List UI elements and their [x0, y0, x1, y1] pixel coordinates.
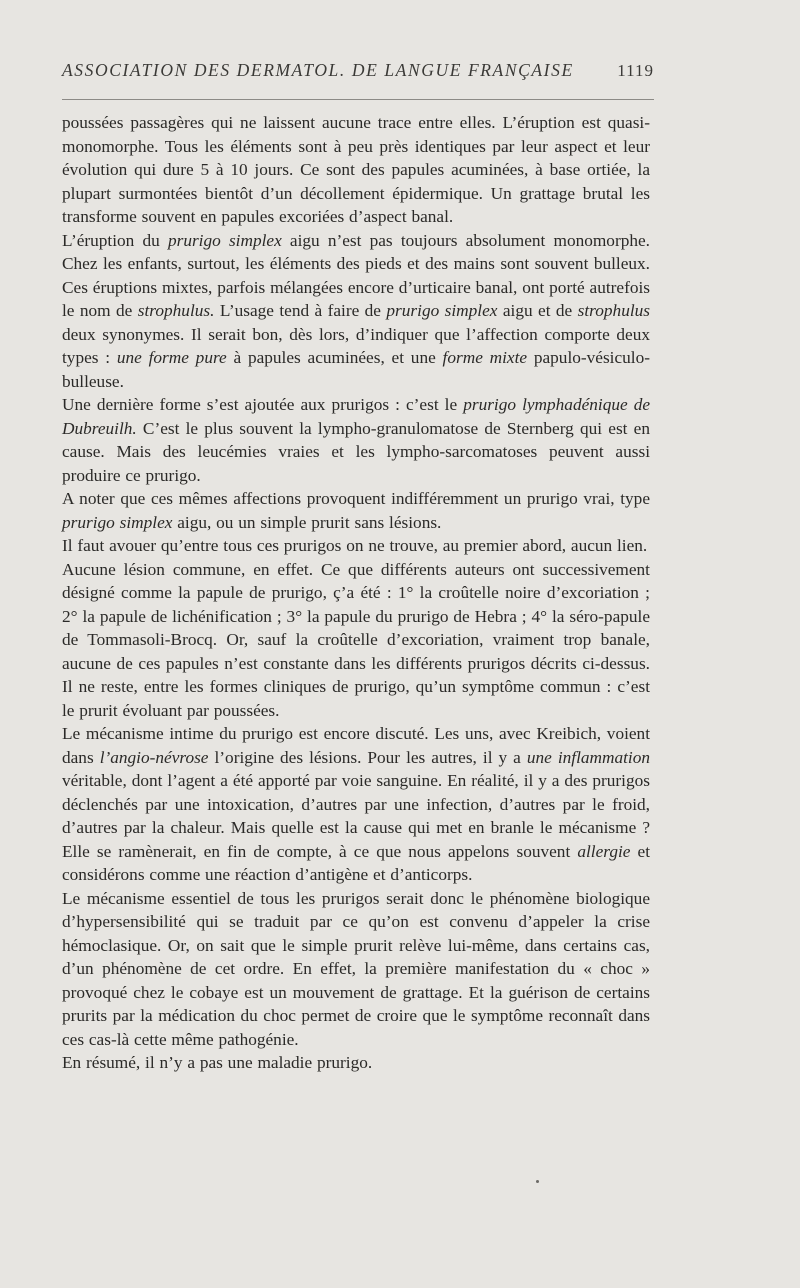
paragraph	[62, 534, 650, 558]
text-run: et considérons comme une réaction d’antigène et d’anticorps.	[62, 841, 650, 884]
text-run: papulo-vésiculo-bulleuse.	[62, 348, 650, 391]
text-run: à papules acuminées, et une	[226, 348, 443, 367]
text-run: deux synonymes. Il serait bon, dès lors, d’indiquer que l’affection comporte deux types :	[62, 324, 650, 367]
body-text	[62, 111, 650, 1075]
text-run: Il faut avouer qu’entre tous ces prurigos on ne trouve, au premier abord, aucun lien.	[62, 536, 648, 555]
paragraph	[62, 887, 650, 1052]
italic-run: prurigo simplex	[62, 512, 173, 532]
page-number: 1119	[617, 61, 654, 80]
text-run: Aucune lésion commune, en effet. Ce que différents auteurs ont successivement désigné comme la papule de prurigo, ç’a été : 1° la croûtelle noire d’excoriation ; 2° la papule de lichénification ; 3° la papule du prurigo de Hebra ; 4° la séro-papule de Tommasoli-Brocq. Or, sauf la croûtelle d’excoriation, vraiment trop banale, aucune de ces papules n’est constante dans les différents prurigos décrits ci-dessus. Il ne reste, entre les formes cliniques de prurigo, qu’un symptôme commun : c’est le prurit évoluant par poussées.	[62, 559, 650, 720]
text-run: Le mécanisme intime du prurigo est encore discuté. Les uns, avec Kreibich, voient dans	[62, 724, 650, 767]
italic-run: allergie	[577, 841, 631, 861]
italic-run: prurigo lymphadénique de Dubreuilh.	[62, 395, 651, 438]
italic-run: strophulus.	[137, 301, 215, 320]
italic-run: l’angio-névrose	[99, 747, 209, 767]
text-run: poussées passagères qui ne laissent aucune trace entre elles. L’éruption est quasi-monomorphe. Tous les éléments sont à peu près identiques par leur aspect et leur évolution qui dure 5 à 10 jours. Ce sont des papules acuminées, à base ortiée, la plupart surmontées bientôt d’un décollement épidermique. Un grattage brutal les transforme souvent en papules excoriées d’aspect banal.	[62, 113, 650, 226]
italic-run: une forme pure	[116, 348, 227, 367]
paragraph	[62, 558, 650, 723]
italic-run: forme mixte	[442, 348, 528, 367]
italic-run: une inflammation	[526, 747, 650, 767]
text-run: L’éruption du	[62, 230, 168, 250]
text-run: l’origine des lésions. Pour les autres, il y a	[208, 747, 527, 767]
paragraph	[62, 487, 650, 534]
text-run: véritable, dont l’agent a été apporté par voie sanguine. En réalité, il y a des prurigos déclenchés par une intoxication, d’autres par une infection, d’autres par le froid, d’autres par la chaleur. Mais quelle est la cause qui met en branle le mécanisme ? Elle se ramènerait, en fin de compte, à ce que nous appelons souvent	[62, 771, 650, 861]
text-run: aigu n’est pas toujours absolument monomorphe. Chez les enfants, surtout, les éléments des pieds et des mains sont souvent bulleux. Ces éruptions mixtes, parfois mélangées encore d’urticaire banal, ont porté autrefois le nom de	[62, 230, 650, 320]
italic-run: strophulus	[577, 301, 650, 320]
paragraph	[62, 229, 650, 394]
italic-run: prurigo simplex	[386, 301, 498, 320]
paragraph	[62, 1051, 650, 1075]
running-title: ASSOCIATION DES DERMATOL. DE LANGUE FRANÇAISE	[62, 60, 574, 80]
running-header	[62, 60, 654, 90]
text-run: En résumé, il n’y a pas une maladie prurigo.	[62, 1053, 373, 1072]
text-run: aigu et de	[497, 301, 578, 320]
text-run: aigu, ou un simple prurit sans lésions.	[172, 512, 442, 532]
paragraph	[62, 722, 650, 887]
text-run: Le mécanisme essentiel de tous les prurigos serait donc le phénomène biologique d’hypersensibilité qui se traduit par ce qu’on est convenu d’appeler la crise hémoclasique. Or, on sait que le simple prurit relève lui-même, dans certains cas, d’un phénomène de cet ordre. En effet, la première manifestation du « choc » provoqué chez le cobaye est un mouvement de grattage. Et la guérison de certains prurits par la médication du choc permet de croire que le symptôme reconnaît dans ces cas-là cette même pathogénie.	[62, 888, 650, 1049]
print-speck	[536, 1180, 539, 1183]
paragraph	[62, 393, 650, 487]
text-run: A noter que ces mêmes affections provoquent indifféremment un prurigo vrai, type	[62, 489, 650, 508]
paragraph	[62, 111, 650, 229]
header-rule	[62, 99, 654, 100]
text-run: Une dernière forme s’est ajoutée aux prurigos : c’est le	[62, 395, 464, 414]
text-run: L’usage tend à faire de	[214, 301, 387, 320]
text-run: C’est le plus souvent la lympho-granulomatose de Sternberg qui est en cause. Mais des leucémies vraies et les lympho-sarcomatoses peuvent aussi produire ce prurigo.	[62, 418, 650, 485]
italic-run: prurigo simplex	[167, 230, 282, 250]
